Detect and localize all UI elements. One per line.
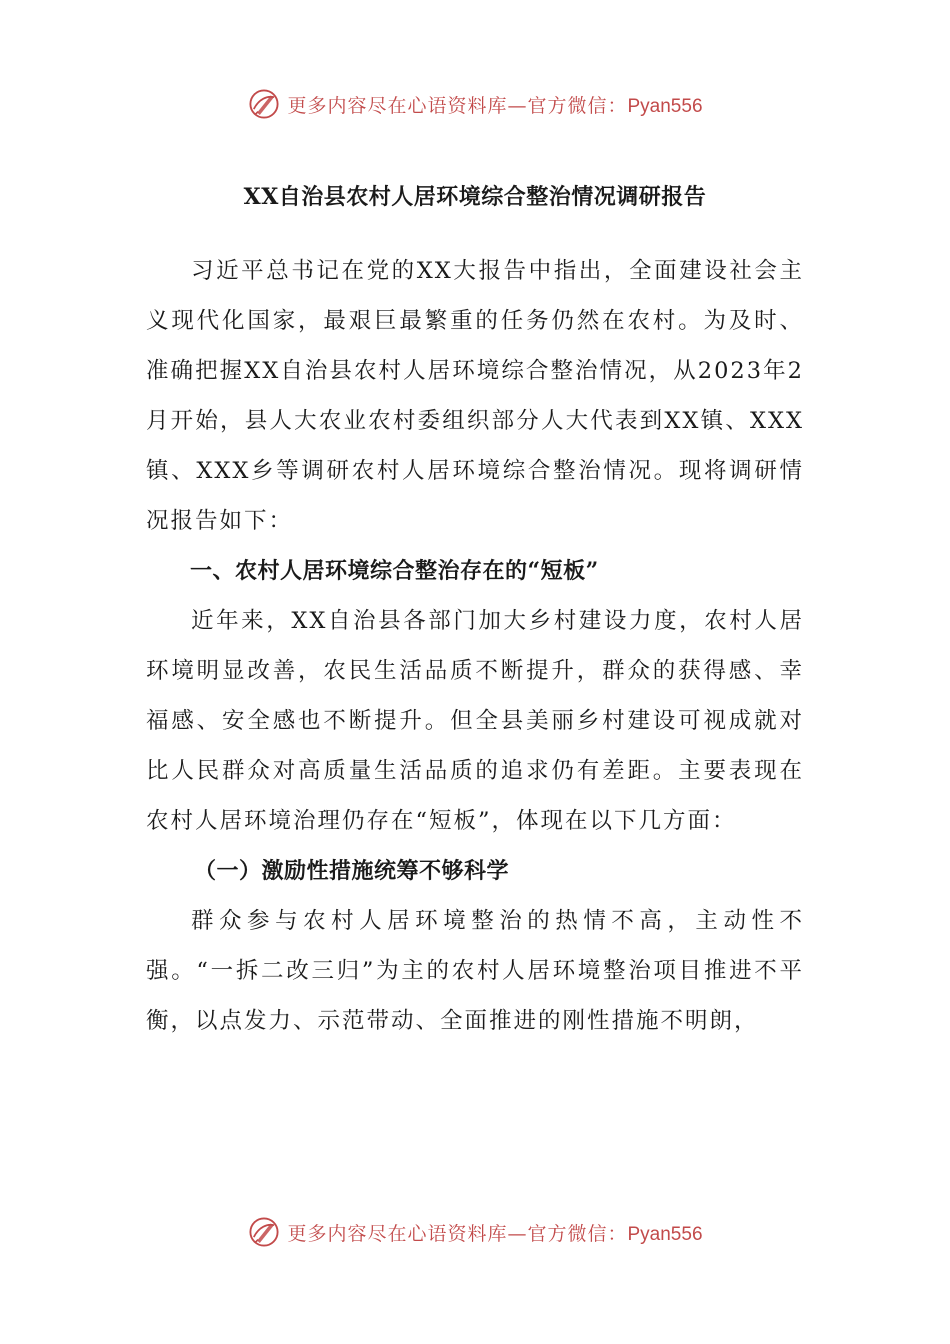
pen-swirl-logo-icon [247,1215,281,1249]
paragraph-intro: 习近平总书记在党的XX大报告中指出，全面建设社会主义现代化国家，最艰巨最繁重的任务仍然在农村。为及时、准确把握XX自治县农村人居环境综合整治情况，从2023年2月开始，县人大农业农村委组织部分人大代表到XX镇、XXX镇、XXX乡等调研农村人居环境综合整治情况。现将调研情况报告如下： [146,258,804,534]
watermark-id: Pyan556 [627,1223,703,1245]
watermark-text: 更多内容尽在心语资料库—官方微信：Pyan556 [287,1222,703,1245]
subsection-heading-1: （一）激励性措施统筹不够科学 [194,858,510,884]
document-body [146,172,804,1046]
document-title: XX自治县农村人居环境综合整治情况调研报告 [243,184,707,210]
watermark-id: Pyan556 [627,95,703,117]
watermark-header [0,84,950,124]
watermark-footer [0,1212,950,1252]
pen-swirl-logo-icon [247,87,281,121]
watermark-text: 更多内容尽在心语资料库—官方微信：Pyan556 [287,94,703,117]
paragraph-shortboard: 近年来，XX自治县各部门加大乡村建设力度，农村人居环境明显改善，农民生活品质不断提升，群众的获得感、幸福感、安全感也不断提升。但全县美丽乡村建设可视成就对比人民群众对高质量生活品质的追求仍有差距。主要表现在农村人居环境治理仍存在“短板”，体现在以下几方面： [146,608,804,834]
paragraph-incentive: 群众参与农村人居环境整治的热情不高，主动性不强。“一拆二改三归”为主的农村人居环境整治项目推进不平衡，以点发力、示范带动、全面推进的刚性措施不明朗， [146,908,804,1034]
section-heading-1: 一、农村人居环境综合整治存在的“短板” [190,558,599,584]
